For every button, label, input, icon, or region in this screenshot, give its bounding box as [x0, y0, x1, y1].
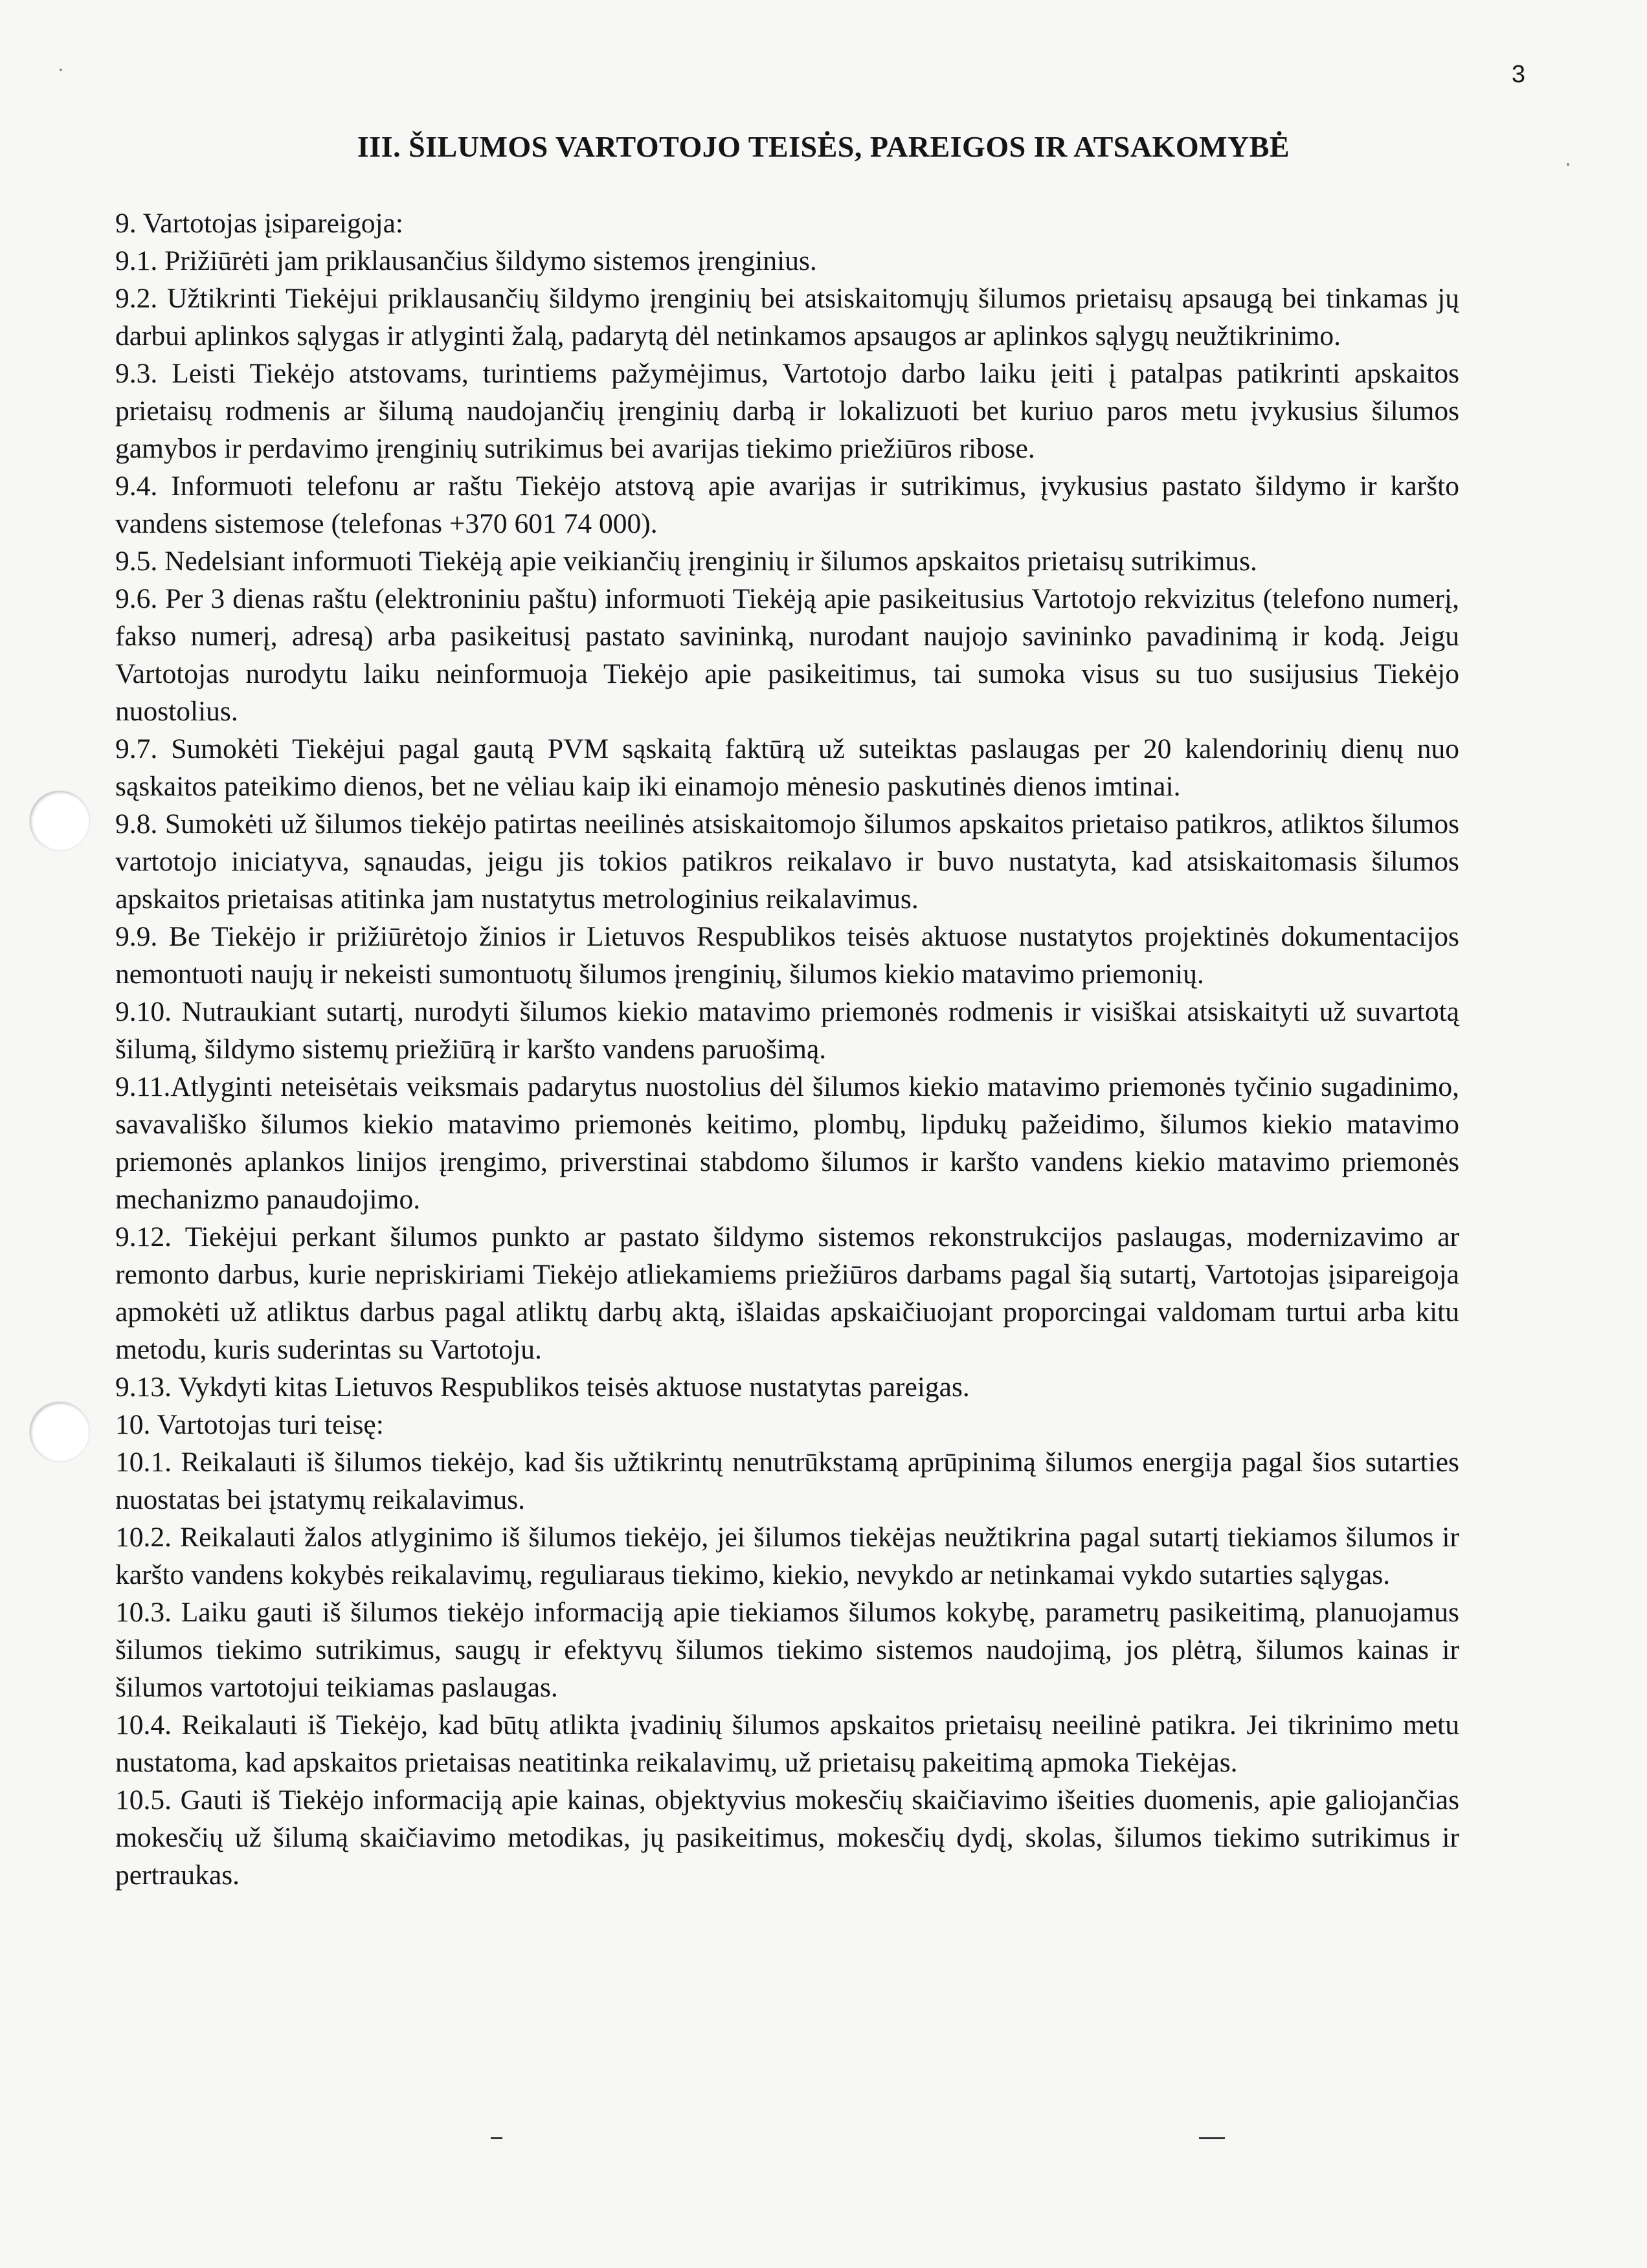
section-title: III. ŠILUMOS VARTOTOJO TEISĖS, PAREIGOS IR ATSAKOMYBĖ: [357, 130, 1290, 163]
paragraph-10-3: 10.3. Laiku gauti iš šilumos tiekėjo informaciją apie tiekiamos šilumos kokybę, parametrų pasikeitimą, planuojamus šilumos tiekimo sutrikimus, saugų ir efektyvų šilumos tiekimo sistemos naudojimą, jos plėtrą, šilumos kainas ir šilumos vartotojui teikiamas paslaugas.: [115, 1597, 1459, 1703]
page-number: 3: [1511, 61, 1525, 88]
scan-speck: [60, 69, 62, 71]
paragraph-9-4: 9.4. Informuoti telefonu ar raštu Tiekėjo atstovą apie avarijas ir sutrikimus, įvykusius pastato šildymo ir karšto vandens sistemose (telefonas +370 601 74 000).: [115, 471, 1459, 539]
paragraph-9-6: 9.6. Per 3 dienas raštu (elektroniniu paštu) informuoti Tiekėją apie pasikeitusius Vartotojo rekvizitus (telefono numerį, fakso numerį, adresą) arba pasikeitusį pastato savininką, nurodant naujojo savininko pavadinimą ir kodą. Jeigu Vartotojas nurodytu laiku neinformuoja Tiekėjo apie pasikeitimus, tai sumoka visus su tuo susijusius Tiekėjo nuostolius.: [115, 583, 1459, 727]
paragraph-10-5: 10.5. Gauti iš Tiekėjo informaciją apie kainas, objektyvius mokesčių skaičiavimo išeities duomenis, apie galiojančias mokesčių už šilumą skaičiavimo metodikas, jų pasikeitimus, mokesčių dydį, skolas, šilumos tiekimo sutrikimus ir pertraukas.: [115, 1784, 1459, 1891]
paragraph-9-2: 9.2. Užtikrinti Tiekėjui priklausančių šildymo įrenginių bei atsiskaitomųjų šilumos prietaisų apsaugą bei tinkamas jų darbui aplinkos sąlygas ir atlyginti žalą, padarytą dėl netinkamos apsaugos ar aplinkos sąlygų neužtikrinimo.: [115, 283, 1459, 351]
paragraph-9-11: 9.11.Atlyginti neteisėtais veiksmais padarytus nuostolius dėl šilumos kiekio matavimo priemonės tyčinio sugadinimo, savavališko šilumos kiekio matavimo priemonės keitimo, plombų, lipdukų pažeidimo, šilumos kiekio matavimo priemonės aplankos linijos įrengimo, priverstinai stabdomo šilumos ir karšto vandens kiekio matavimo priemonės mechanizmo panaudojimo.: [115, 1071, 1459, 1215]
paragraph-9-13: 9.13. Vykdyti kitas Lietuvos Respublikos teisės aktuose nustatytas pareigas.: [115, 1372, 970, 1403]
punch-hole-lower: [30, 1402, 89, 1462]
scan-speck: [1567, 163, 1569, 166]
paragraph-9-9: 9.9. Be Tiekėjo ir prižiūrėtojo žinios ir Lietuvos Respublikos teisės aktuose nustatytos projektinės dokumentacijos nemontuoti naujų ir nekeisti sumontuotų šilumos įrenginių, šilumos kiekio matavimo priemonių.: [115, 921, 1459, 990]
paragraph-10: 10. Vartotojas turi teisę:: [115, 1409, 384, 1440]
paragraph-9: 9. Vartotojas įsipareigoja:: [115, 208, 403, 239]
paragraph-9-7: 9.7. Sumokėti Tiekėjui pagal gautą PVM sąskaitą faktūrą už suteiktas paslaugas per 20 kalendorinių dienų nuo sąskaitos pateikimo dienos, bet ne vėliau kaip iki einamojo mėnesio paskutinės dienos imtinai.: [115, 733, 1459, 802]
paragraph-9-12: 9.12. Tiekėjui perkant šilumos punkto ar pastato šildymo sistemos rekonstrukcijos paslaugas, modernizavimo ar remonto darbus, kurie nepriskiriami Tiekėjo atliekamiems priežiūros darbams pagal šią sutartį, Vartotojas įsipareigoja apmokėti už atliktus darbus pagal atliktų darbų aktą, išlaidas apskaičiuojant proporcingai valdomam turtui arba kitu metodu, kuris suderintas su Vartotoju.: [115, 1221, 1459, 1365]
paragraph-10-1: 10.1. Reikalauti iš šilumos tiekėjo, kad šis užtikrintų nenutrūkstamą aprūpinimą šilumos energija pagal šios sutarties nuostatas bei įstatymų reikalavimus.: [115, 1447, 1459, 1515]
paragraph-9-3: 9.3. Leisti Tiekėjo atstovams, turintiems pažymėjimus, Vartotojo darbo laiku įeiti į patalpas patikrinti apskaitos prietaisų rodmenis ar šilumą naudojančių įrenginių darbą ir lokalizuoti bet kuriuo paros metu įvykusius šilumos gamybos ir perdavimo įrenginių sutrikimus bei avarijas tiekimo priežiūros ribose.: [115, 358, 1459, 464]
paragraph-9-1: 9.1. Prižiūrėti jam priklausančius šildymo sistemos įrenginius.: [115, 245, 817, 276]
section-body: [115, 205, 1459, 1894]
scan-mark-right: [1199, 2137, 1225, 2139]
paragraph-9-10: 9.10. Nutraukiant sutartį, nurodyti šilumos kiekio matavimo priemonės rodmenis ir visiškai atsiskaityti už suvartotą šilumą, šildymo sistemų priežiūrą ir karšto vandens paruošimą.: [115, 996, 1459, 1065]
paragraph-9-5: 9.5. Nedelsiant informuoti Tiekėją apie veikiančių įrenginių ir šilumos apskaitos prietaisų sutrikimus.: [115, 546, 1257, 577]
paragraph-10-4: 10.4. Reikalauti iš Tiekėjo, kad būtų atlikta įvadinių šilumos apskaitos prietaisų neeilinė patikra. Jei tikrinimo metu nustatoma, kad apskaitos prietaisas neatitinka reikalavimų, už prietaisų pakeitimą apmoka Tiekėjas.: [115, 1709, 1459, 1778]
scan-mark-left: [491, 2137, 502, 2139]
paragraph-9-8: 9.8. Sumokėti už šilumos tiekėjo patirtas neeilinės atsiskaitomojo šilumos apskaitos prietaiso patikros, atliktos šilumos vartotojo iniciatyva, sąnaudas, jeigu jis tokios patikros reikalavo ir buvo nustatyta, kad atsiskaitomasis šilumos apskaitos prietaisas atitinka jam nustatytus metrologinius reikalavimus.: [115, 808, 1459, 915]
punch-hole-upper: [30, 791, 89, 850]
paragraph-10-2: 10.2. Reikalauti žalos atlyginimo iš šilumos tiekėjo, jei šilumos tiekėjas neužtikrina pagal sutartį tiekiamos šilumos ir karšto vandens kokybės reikalavimų, reguliaraus tiekimo, kiekio, nevykdo ar netinkamai vykdo sutarties sąlygas.: [115, 1522, 1459, 1590]
